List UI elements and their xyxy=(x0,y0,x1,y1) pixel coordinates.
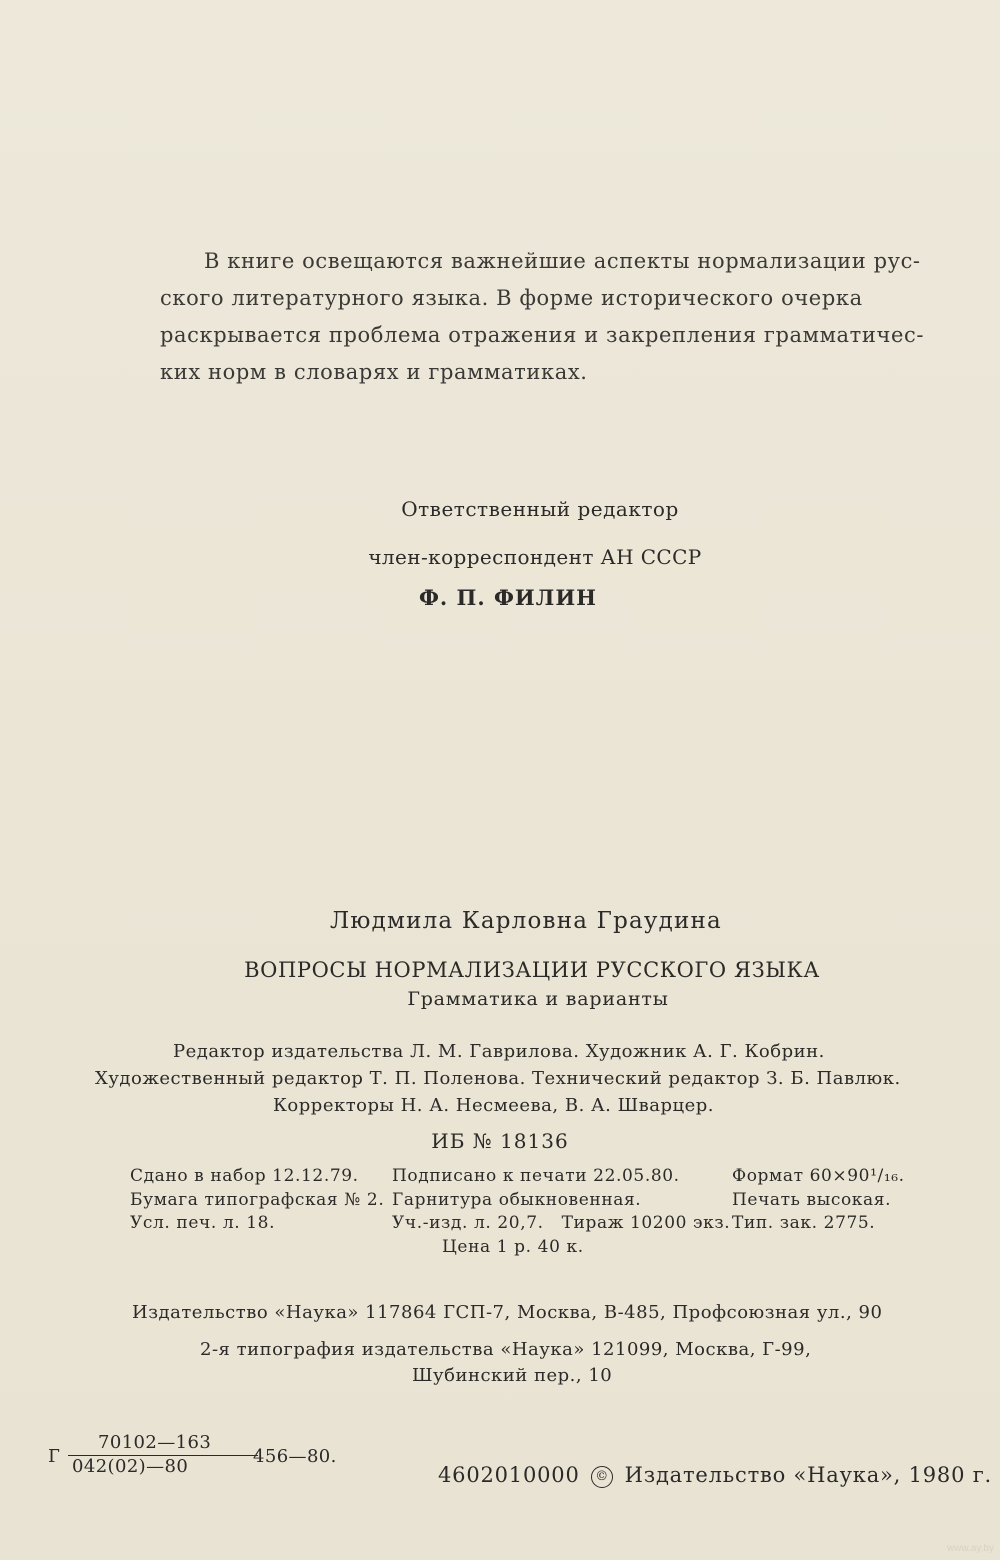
code-denominator: 042(02)—80 xyxy=(68,1455,258,1477)
credit-line: Корректоры Н. А. Несмеева, В. А. Шварцер. xyxy=(273,1095,714,1116)
price: Цена 1 р. 40 к. xyxy=(442,1236,584,1257)
printing-cell: Печать высокая. xyxy=(732,1189,892,1210)
abstract-line: раскрывается проблема отражения и закрепления грамматичес- xyxy=(160,323,925,347)
abstract-line: ких норм в словарях и грамматиках. xyxy=(160,360,588,384)
code-fraction xyxy=(68,1432,258,1477)
typography-line: 2-я типография издательства «Наука» 121099, Москва, Г-99, xyxy=(200,1339,812,1360)
book-title: ВОПРОСЫ НОРМАЛИЗАЦИИ РУССКОГО ЯЗЫКА xyxy=(244,958,820,982)
printing-details xyxy=(130,1165,950,1259)
printing-cell: Тип. зак. 2775. xyxy=(732,1213,876,1233)
book-subtitle: Грамматика и варианты xyxy=(407,988,669,1010)
abstract-line: ского литературного языка. В форме исторического очерка xyxy=(160,286,863,310)
printing-row xyxy=(130,1212,950,1236)
book-author: Людмила Карловна Граудина xyxy=(330,908,722,934)
ib-number: ИБ № 18136 xyxy=(431,1129,569,1153)
editor-name: Ф. П. ФИЛИН xyxy=(418,585,597,610)
isbn-code: 4602010000 xyxy=(438,1463,580,1487)
printing-row xyxy=(130,1189,950,1213)
credit-line: Редактор издательства Л. М. Гаврилова. Художник А. Г. Кобрин. xyxy=(173,1041,825,1062)
editor-title: член-корреспондент АН СССР xyxy=(368,545,702,569)
printing-row xyxy=(130,1165,950,1189)
credit-line: Художественный редактор Т. П. Поленова. Технический редактор З. Б. Павлюк. xyxy=(95,1068,901,1089)
staff-credits xyxy=(95,1038,975,1119)
typography-address xyxy=(200,1337,811,1389)
printing-cell: Усл. печ. л. 18. xyxy=(130,1213,276,1233)
copyright-line xyxy=(438,1463,992,1488)
publisher-address: Издательство «Наука» 117864 ГСП-7, Москва, В-485, Профсоюзная ул., 90 xyxy=(132,1302,883,1323)
code-prefix: Г xyxy=(48,1446,61,1467)
printing-cell: Формат 60×90¹/₁₆. xyxy=(732,1166,905,1186)
printing-cell: Сдано в набор 12.12.79. xyxy=(130,1166,359,1186)
printing-cell: Гарнитура обыкновенная. xyxy=(392,1189,642,1210)
copyright-icon: © xyxy=(591,1466,613,1488)
editor-role: Ответственный редактор xyxy=(401,497,679,521)
code-numerator: 70102—163 xyxy=(98,1432,212,1453)
typography-line: Шубинский пер., 10 xyxy=(412,1365,613,1386)
printing-cell: Уч.-изд. л. 20,7. Тираж 10200 экз. xyxy=(392,1213,731,1233)
code-tail: 456—80. xyxy=(253,1446,337,1467)
printing-cell: Бумага типографская № 2. xyxy=(130,1189,385,1210)
copyright-text: Издательство «Наука», 1980 г. xyxy=(624,1463,993,1487)
site-watermark: www.ay.by xyxy=(946,1543,994,1554)
book-abstract xyxy=(160,243,940,391)
abstract-line: В книге освещаются важнейшие аспекты нормализации рус- xyxy=(204,249,921,273)
printing-cell: Подписано к печати 22.05.80. xyxy=(392,1166,680,1186)
